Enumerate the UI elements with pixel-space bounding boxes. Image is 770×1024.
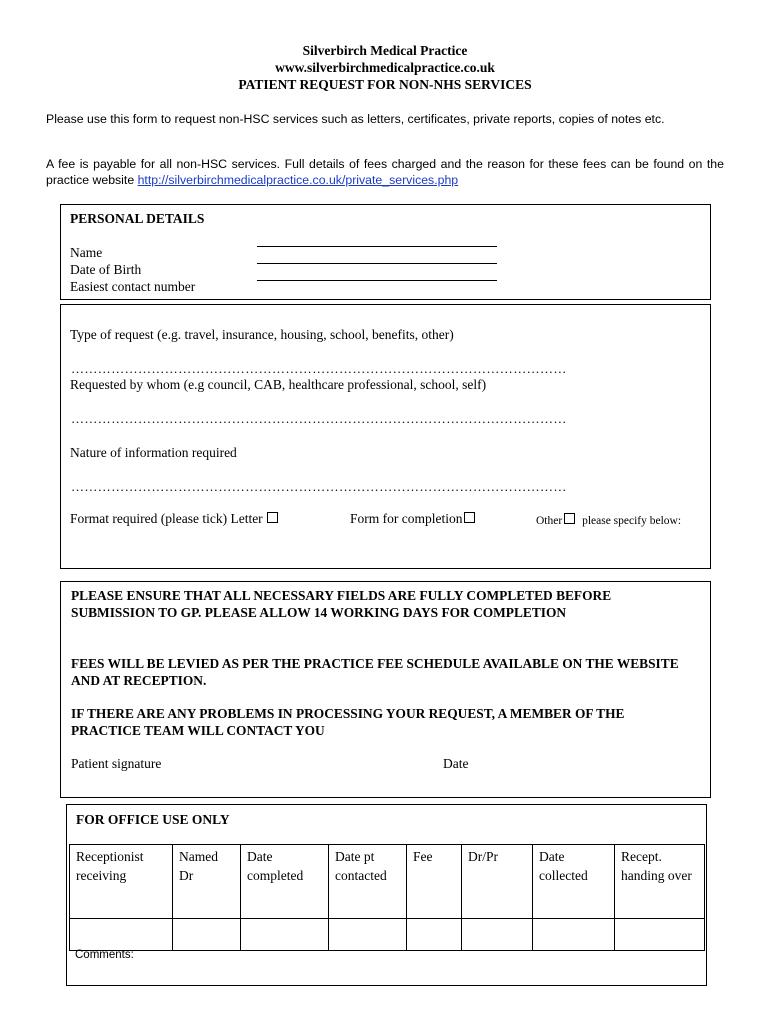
personal-details-section — [60, 204, 711, 300]
other-label: Other — [536, 515, 563, 527]
cell-handing-over[interactable] — [615, 919, 705, 951]
contact-number-field[interactable] — [257, 280, 497, 281]
dob-label: Date of Birth — [70, 262, 142, 277]
form-option — [350, 511, 475, 527]
intro-paragraph-1: Please use this form to request non-HSC services such as letters, certificates, private reports, copies of notes etc. — [46, 112, 665, 126]
document-header — [0, 42, 770, 93]
col-date-collected: Date collected — [533, 845, 615, 919]
letter-label: Letter — [230, 511, 263, 526]
dob-field[interactable] — [257, 263, 497, 264]
cell-named-dr[interactable] — [173, 919, 241, 951]
table-header-row — [70, 845, 705, 919]
request-details-section — [60, 304, 711, 569]
col-dr-pr: Dr/Pr — [462, 845, 533, 919]
intro-paragraph-2 — [46, 156, 724, 188]
practice-website: www.silverbirchmedicalpractice.co.uk — [275, 60, 495, 75]
specify-label: please specify below: — [582, 515, 682, 527]
cell-fee[interactable] — [407, 919, 462, 951]
nature-label: Nature of information required — [70, 445, 237, 460]
notice-problems: IF THERE ARE ANY PROBLEMS IN PROCESSING YOUR REQUEST, A MEMBER OF THE PRACTICE TEAM WILL CONTACT YOU — [71, 706, 625, 738]
office-table — [69, 844, 705, 951]
form-completion-label: Form for completion — [350, 511, 463, 526]
cell-dr-pr[interactable] — [462, 919, 533, 951]
date-label: Date — [443, 756, 469, 771]
notice-fees: FEES WILL BE LEVIED AS PER THE PRACTICE FEE SCHEDULE AVAILABLE ON THE WEBSITE AND AT RECEPTION. — [71, 656, 679, 688]
name-label: Name — [70, 245, 103, 260]
other-option — [536, 513, 681, 527]
private-services-link[interactable]: http://silverbirchmedicalpractice.co.uk/private_services.php — [137, 173, 459, 187]
cell-date-contacted[interactable] — [329, 919, 407, 951]
col-date-pt-contacted: Date pt contacted — [329, 845, 407, 919]
col-receptionist-receiving: Receptionist receiving — [70, 845, 173, 919]
col-named-dr: Named Dr — [173, 845, 241, 919]
contact-number-label: Easiest contact number — [70, 279, 196, 294]
notice-section — [60, 581, 711, 798]
fee-info-text: A fee is payable for all non-HSC services. Full details of fees charged and the reason for these fees can be found on the practice website — [46, 157, 724, 187]
personal-details-title: PERSONAL DETAILS — [70, 211, 205, 226]
letter-checkbox[interactable] — [267, 512, 278, 523]
comments-label: Comments: — [75, 949, 134, 961]
table-row — [70, 919, 705, 951]
col-recept-handing-over: Recept. handing over — [615, 845, 705, 919]
requested-by-field[interactable]: ………………………………………………………………………………………………… — [71, 411, 567, 426]
practice-name: Silverbirch Medical Practice — [302, 43, 468, 58]
form-title: PATIENT REQUEST FOR NON-NHS SERVICES — [238, 77, 532, 92]
cell-receptionist[interactable] — [70, 919, 173, 951]
requested-by-label: Requested by whom (e.g council, CAB, healthcare professional, school, self) — [70, 377, 487, 392]
cell-date-completed[interactable] — [241, 919, 329, 951]
name-field[interactable] — [257, 246, 497, 247]
nature-field[interactable]: ………………………………………………………………………………………………… — [71, 479, 567, 494]
format-label: Format required (please tick) — [70, 511, 228, 526]
format-required — [70, 511, 278, 527]
col-fee: Fee — [407, 845, 462, 919]
notice-completion: PLEASE ENSURE THAT ALL NECESSARY FIELDS ARE FULLY COMPLETED BEFORE SUBMISSION TO GP. PLEASE ALLOW 14 WORKING DAYS FOR COMPLETION — [71, 588, 612, 620]
office-use-section — [66, 804, 707, 986]
other-checkbox[interactable] — [564, 513, 575, 524]
form-completion-checkbox[interactable] — [464, 512, 475, 523]
request-type-label: Type of request (e.g. travel, insurance, housing, school, benefits, other) — [70, 327, 454, 342]
col-date-completed: Date completed — [241, 845, 329, 919]
cell-date-collected[interactable] — [533, 919, 615, 951]
request-type-field[interactable]: ………………………………………………………………………………………………… — [71, 361, 567, 376]
office-use-title: FOR OFFICE USE ONLY — [76, 812, 230, 827]
patient-signature-label: Patient signature — [71, 756, 162, 771]
